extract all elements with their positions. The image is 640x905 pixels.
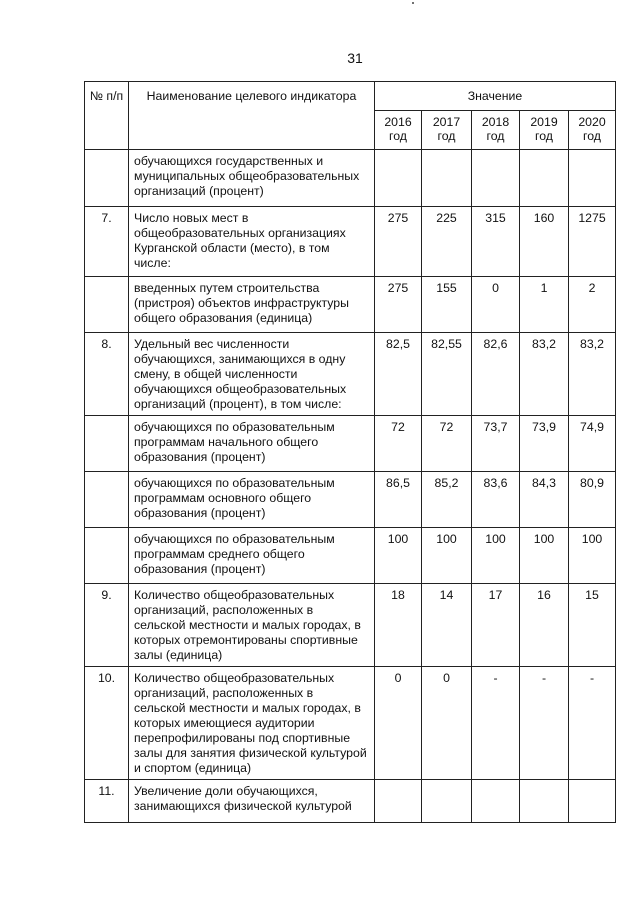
value-cell: 2 — [569, 277, 616, 333]
row-number — [85, 416, 129, 472]
value-cell — [472, 780, 520, 823]
indicator-name: Удельный вес численности обучающихся, занимающихся в одну смену, в общей численности обучающихся общеобразовательных организаций (процент), в том числе: — [129, 333, 375, 416]
value-cell: 100 — [472, 528, 520, 584]
row-number — [85, 472, 129, 528]
header-values: Значение — [375, 82, 616, 111]
value-cell: 100 — [569, 528, 616, 584]
value-cell — [375, 150, 422, 207]
value-cell: 275 — [375, 277, 422, 333]
value-cell — [569, 780, 616, 823]
value-cell — [569, 150, 616, 207]
value-cell: - — [569, 667, 616, 780]
row-number: 10. — [85, 667, 129, 780]
table-row — [85, 528, 616, 584]
value-cell: 85,2 — [422, 472, 472, 528]
value-cell: 1 — [520, 277, 569, 333]
value-cell: 100 — [375, 528, 422, 584]
value-cell: 0 — [472, 277, 520, 333]
header-year: 2016 год — [375, 111, 422, 150]
value-cell — [422, 150, 472, 207]
value-cell: 275 — [375, 207, 422, 277]
value-cell: 16 — [520, 584, 569, 667]
indicator-name: обучающихся по образовательным программам основного общего образования (процент) — [129, 472, 375, 528]
table-row — [85, 780, 616, 823]
value-cell: 0 — [422, 667, 472, 780]
indicator-name: обучающихся по образовательным программам среднего общего образования (процент) — [129, 528, 375, 584]
indicator-name: введенных путем строительства (пристроя) объектов инфраструктуры общего образования (единица) — [129, 277, 375, 333]
value-cell: 17 — [472, 584, 520, 667]
value-cell: 315 — [472, 207, 520, 277]
value-cell: 83,2 — [520, 333, 569, 416]
header-indicator-name: Наименование целевого индикатора — [129, 82, 375, 150]
header-year: 2020 год — [569, 111, 616, 150]
value-cell: 15 — [569, 584, 616, 667]
table-row — [85, 416, 616, 472]
value-cell: 1275 — [569, 207, 616, 277]
row-number — [85, 528, 129, 584]
value-cell: 72 — [375, 416, 422, 472]
row-number: 11. — [85, 780, 129, 823]
table-row — [85, 207, 616, 277]
value-cell: 72 — [422, 416, 472, 472]
scan-speck — [412, 2, 414, 4]
indicator-name: Число новых мест в общеобразовательных организациях Курганской области (место), в том числе: — [129, 207, 375, 277]
row-number: 7. — [85, 207, 129, 277]
value-cell: 83,2 — [569, 333, 616, 416]
value-cell: 86,5 — [375, 472, 422, 528]
value-cell: 225 — [422, 207, 472, 277]
table-row — [85, 584, 616, 667]
value-cell: 82,6 — [472, 333, 520, 416]
value-cell — [375, 780, 422, 823]
value-cell — [520, 150, 569, 207]
table-row — [85, 277, 616, 333]
value-cell: 73,9 — [520, 416, 569, 472]
indicator-table — [84, 81, 616, 823]
row-number — [85, 277, 129, 333]
value-cell: 18 — [375, 584, 422, 667]
header-num: № п/п — [85, 82, 129, 150]
value-cell: 100 — [520, 528, 569, 584]
indicator-name: Количество общеобразовательных организаций, расположенных в сельской местности и малых городах, в которых имеющиеся аудитории перепрофилированы под спортивные залы для занятия физической культурой и спортом (единица) — [129, 667, 375, 780]
value-cell: 74,9 — [569, 416, 616, 472]
indicator-name: обучающихся государственных и муниципальных общеобразовательных организаций (процент) — [129, 150, 375, 207]
value-cell: 100 — [422, 528, 472, 584]
value-cell: 84,3 — [520, 472, 569, 528]
value-cell: 14 — [422, 584, 472, 667]
header-year: 2019 год — [520, 111, 569, 150]
value-cell: 0 — [375, 667, 422, 780]
value-cell: 82,5 — [375, 333, 422, 416]
value-cell: 160 — [520, 207, 569, 277]
indicator-name: обучающихся по образовательным программам начального общего образования (процент) — [129, 416, 375, 472]
table-row — [85, 472, 616, 528]
header-row — [85, 82, 616, 111]
header-year: 2018 год — [472, 111, 520, 150]
page-number: 31 — [347, 50, 363, 66]
row-number: 9. — [85, 584, 129, 667]
indicator-name: Увеличение доли обучающихся, занимающихся физической культурой — [129, 780, 375, 823]
table-row — [85, 667, 616, 780]
value-cell — [422, 780, 472, 823]
value-cell: 80,9 — [569, 472, 616, 528]
value-cell — [472, 150, 520, 207]
value-cell: 83,6 — [472, 472, 520, 528]
row-number — [85, 150, 129, 207]
value-cell: - — [472, 667, 520, 780]
value-cell: 155 — [422, 277, 472, 333]
value-cell: 73,7 — [472, 416, 520, 472]
value-cell: 82,55 — [422, 333, 472, 416]
table-row — [85, 333, 616, 416]
row-number: 8. — [85, 333, 129, 416]
indicator-name: Количество общеобразовательных организаций, расположенных в сельской местности и малых городах, в которых отремонтированы спортивные залы (единица) — [129, 584, 375, 667]
table-row — [85, 150, 616, 207]
header-year: 2017 год — [422, 111, 472, 150]
value-cell — [520, 780, 569, 823]
value-cell: - — [520, 667, 569, 780]
